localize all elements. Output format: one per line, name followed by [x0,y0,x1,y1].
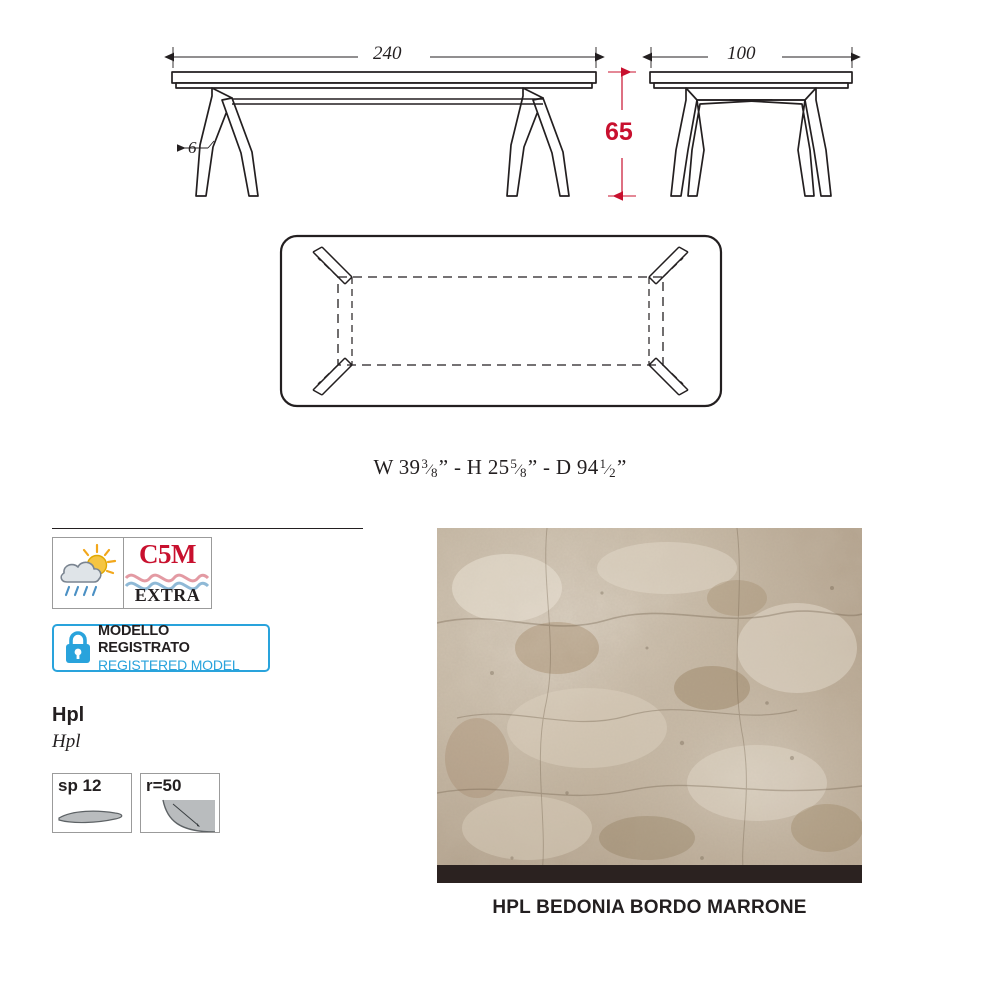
imperial-dimensions [0,455,1000,480]
radius-spec-box [140,773,220,833]
swatch-image [437,528,862,883]
depth-quote: ” [616,455,627,479]
material-swatch [437,528,862,883]
swatch-edge-band [437,865,862,883]
top-view [281,236,721,406]
depth-value: - D 94 [537,455,599,479]
weather-resistance-box [52,537,124,609]
sun-cloud-rain-icon [53,538,123,608]
corrosion-class-box [124,537,212,609]
front-elevation [172,72,596,196]
lock-icon [64,631,92,665]
registered-model-line2: REGISTERED MODEL [98,656,240,673]
width-fraction: 3⁄8 [421,456,438,480]
material-name-en: Hpl [52,704,85,726]
thickness-spec-box [52,773,132,833]
height-quote: ” [527,455,538,479]
width-quote: ” [438,455,449,479]
edge-profile-icon [53,802,131,832]
corrosion-extra-label: EXTRA [134,585,201,605]
stone-texture [437,528,862,883]
radius-spec-label: r=50 [146,776,182,795]
corner-radius-icon [141,798,219,833]
certification-badges [52,537,372,609]
side-elevation [650,72,852,196]
lock-icon-wrap [54,631,98,665]
height-label: 65 [605,118,633,146]
swatch-caption: HPL BEDONIA BORDO MARRONE [492,897,807,918]
thickness-label: 6 [188,138,197,157]
material-spec-boxes [52,773,372,833]
corrosion-class-label: C5M [139,539,196,569]
width-value: W 39 [373,455,421,479]
material-name-it: Hpl [52,731,81,752]
thickness-spec-label: sp 12 [58,776,102,795]
panel-divider [52,528,363,529]
height-value: - H 25 [448,455,510,479]
front-width-label: 240 [373,43,402,64]
height-fraction: 5⁄8 [510,456,527,480]
registered-model-line1: MODELLO REGISTRATO [98,623,190,656]
registered-model-badge [52,624,270,672]
material-info-panel [52,528,372,833]
registered-model-text [98,623,268,672]
side-width-label: 100 [727,43,756,64]
depth-fraction: 1⁄2 [599,456,616,480]
